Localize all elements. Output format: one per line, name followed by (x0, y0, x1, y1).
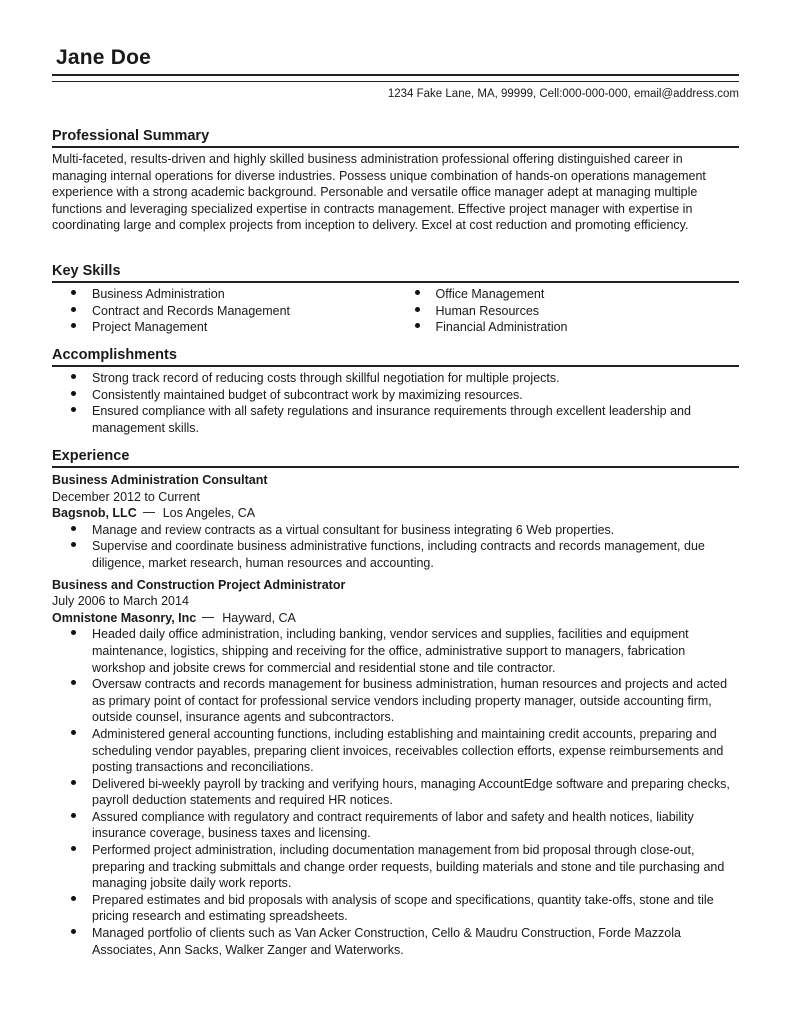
candidate-name: Jane Doe (56, 46, 151, 69)
skills-list-right (396, 286, 740, 336)
job-entry (52, 577, 739, 959)
job-bullet: Administered general accounting functions, including establishing and maintaining credit accounts, preparing and scheduling vendor payables, preparing client invoices, receivables collection efforts, expense reimbursements and posting transactions and reconciliations. (52, 726, 739, 776)
experience-heading: Experience (52, 448, 739, 468)
job-entry (52, 472, 739, 572)
job-bullet: Oversaw contracts and records management for business administration, human resources and projects and acted as primary point of contact for professional service vendors including property manager, outside accounting firm, outside counsel, insurance agents and subcontractors. (52, 676, 739, 726)
job-bullet: Headed daily office administration, including banking, vendor services and supplies, facilities and equipment maintenance, logistics, shipping and receiving for the office, administrative support to managers, fabrication workshop and jobsite crews for commercial and residential stone and tile contractor. (52, 626, 739, 676)
job-dates: July 2006 to March 2014 (52, 594, 189, 609)
job-company-line (52, 505, 739, 522)
dash-separator (202, 617, 214, 618)
dash-separator (143, 512, 155, 513)
job-bullet: Prepared estimates and bid proposals with analysis of scope and specifications, quantity take-offs, stone and tile pricing research and estimating spreadsheets. (52, 892, 739, 925)
job-bullet: Assured compliance with regulatory and contract requirements of labor and safety and health notices, liability insurance coverage, business taxes and licensing. (52, 809, 739, 842)
skill-item: Contract and Records Management (52, 303, 396, 320)
skill-item: Human Resources (396, 303, 740, 320)
contact-line: 1234 Fake Lane, MA, 99999, Cell:000-000-000, email@address.com (387, 88, 739, 100)
accomplishment-item: Strong track record of reducing costs through skillful negotiation for multiple projects. (52, 370, 739, 387)
job-title: Business and Construction Project Administrator (52, 577, 346, 592)
accomplishment-item: Consistently maintained budget of subcontract work by maximizing resources. (52, 387, 739, 404)
accomplishments-list (52, 370, 739, 436)
job-location: Los Angeles, CA (162, 506, 256, 521)
job-location: Hayward, CA (222, 610, 296, 625)
summary-heading: Professional Summary (52, 128, 739, 148)
job-bullets (52, 626, 739, 958)
job-company: Omnistone Masonry, Inc (52, 610, 197, 625)
job-company: Bagsnob, LLC (52, 506, 137, 521)
job-company-line (52, 610, 739, 627)
skill-item: Financial Administration (396, 319, 740, 336)
skills-heading: Key Skills (52, 263, 739, 283)
job-title: Business Administration Consultant (52, 473, 268, 487)
job-bullet: Delivered bi-weekly payroll by tracking and verifying hours, managing AccountEdge software and preparing checks, payroll deduction statements and required HR notices. (52, 776, 739, 809)
experience-section (52, 448, 739, 958)
skill-item: Project Management (52, 319, 396, 336)
accomplishment-item: Ensured compliance with all safety regulations and insurance requirements through excellent leadership and management skills. (52, 403, 739, 436)
header-divider (52, 74, 739, 82)
job-bullet: Performed project administration, including documentation management from bid proposal through close-out, preparing and tracking submittals and change order requests, building materials and stone and tile purchasing and managing jobsite daily work reports. (52, 842, 739, 892)
job-bullet: Managed portfolio of clients such as Van Acker Construction, Cello & Maudru Construction, Forde Mazzola Associates, Ann Sacks, Walker Zanger and Waterworks. (52, 925, 739, 958)
job-dates: December 2012 to Current (52, 489, 200, 504)
skill-item: Office Management (396, 286, 740, 303)
skills-section (52, 263, 739, 336)
job-bullet: Manage and review contracts as a virtual consultant for business integrating 6 Web properties. (52, 522, 739, 539)
skill-item: Business Administration (52, 286, 396, 303)
summary-text: Multi-faceted, results-driven and highly skilled business administration professional offering distinguished career in managing internal operations for diverse industries. Possess unique combination of hands-on operations management experience with a strong academic background. Personable and versatile office manager adept at managing multiple functions and leveraging specialized expertise in contracts management. Effective project manager with expertise in coordinating large and complex projects from inception to delivery. Excel at cost reduction and promoting efficiency. (52, 152, 706, 233)
job-bullet: Supervise and coordinate business administrative functions, including contracts and records management, due diligence, market research, human resources and accounting. (52, 538, 739, 571)
accomplishments-section (52, 347, 739, 436)
job-bullets (52, 522, 739, 572)
accomplishments-heading: Accomplishments (52, 347, 739, 367)
summary-section (52, 128, 739, 234)
skills-list-left (52, 286, 396, 336)
